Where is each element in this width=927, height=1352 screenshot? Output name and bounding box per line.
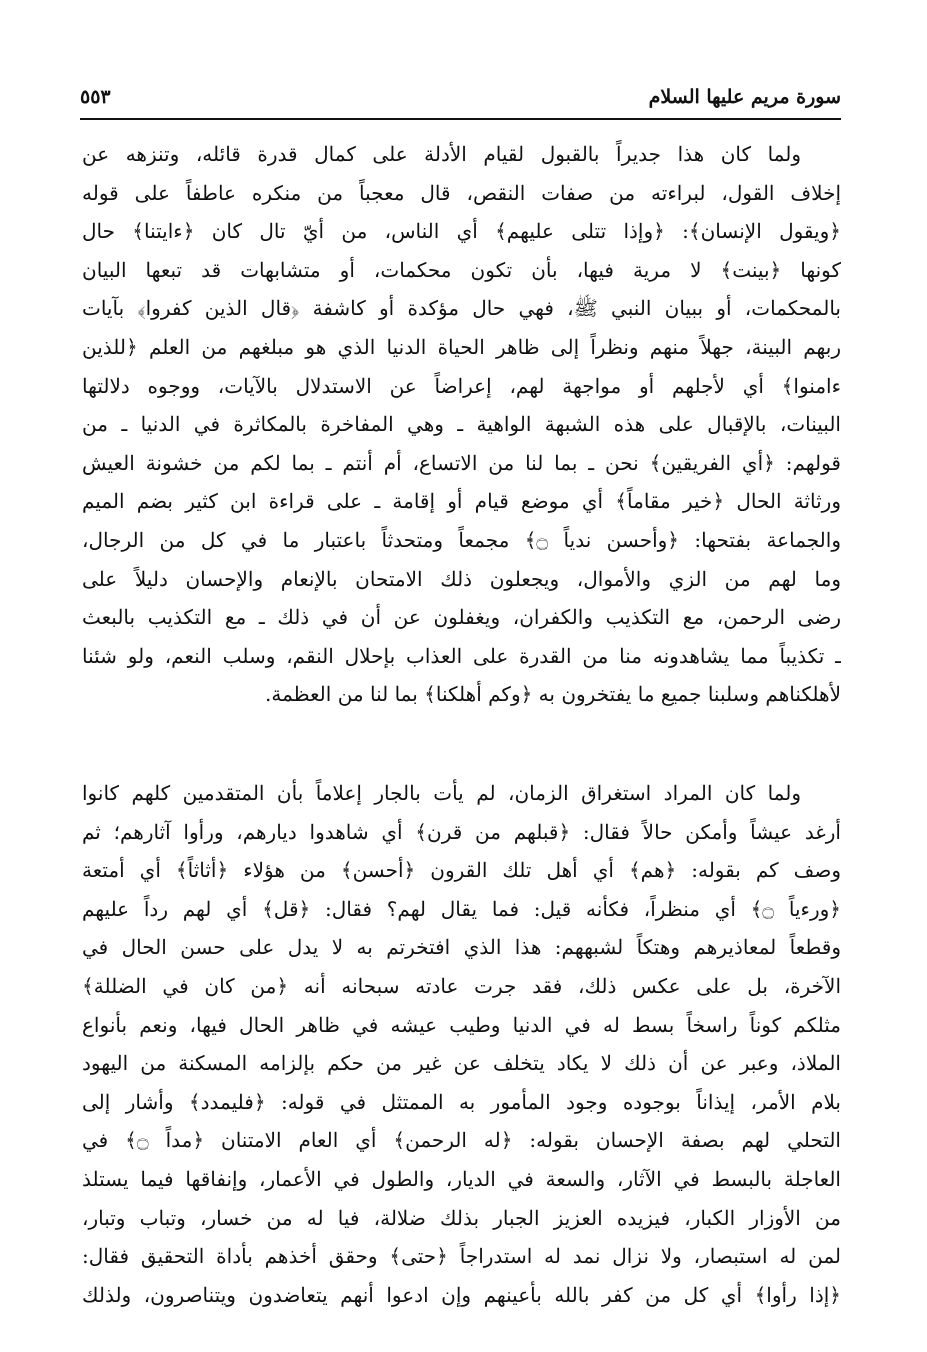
text-line: ولما كان المراد استغراق الزمان، لم يأت بالجار إعلاماً بأن المتقدمين كلهم كانوا <box>82 781 801 805</box>
running-title: سورة مريم عليها السلام <box>648 86 841 108</box>
text-line: ﴿ويقول الإنسان﴾: ﴿وإذا تتلى عليهم﴾ أي الناس، من أيّ تال كان ﴿ءايتنا﴾ حال <box>82 219 841 244</box>
text-line: لأهلكناهم وسلبنا جميع ما يفتخرون به ﴿وكم أهلكنا﴾ بما لنا من العظمة. <box>264 682 841 707</box>
text-line: الآخرة، بل على عكس ذلك، فقد جرت عادته سبحانه أنه ﴿من كان في الضللة﴾ <box>82 973 841 998</box>
text-line: قولهم: ﴿أي الفريقين﴾ نحن ـ بما لنا من الاتساع، أم أنتم ـ بما لكم من خشونة العيش <box>82 450 841 475</box>
text-line: ﴿ورءياً ۝﴾ أي منظراً، فكأنه قيل: فما يقال لهم؟ فقال: ﴿قل﴾ أي لهم رداً عليهم <box>82 896 841 921</box>
text-line: وما لهم من الزي والأموال، ويجعلون ذلك الامتحان بالإنعام والإحسان دليلاً على <box>82 566 841 591</box>
text-line: التحلي لهم بصفة الإحسان بقوله: ﴿له الرحمن﴾ أي العام الامتنان ﴿مداً ۝﴾ في <box>82 1128 841 1153</box>
text-line: ـ تكذيباً مما يشاهدونه منا من القدرة على العذاب بإحلال النقم، وسلب النعم، ولو شئنا <box>82 643 841 668</box>
text-line: ربهم البينة، جهلاً منهم ونظراً إلى ظاهر الحياة الدنيا الذي هو مبلغهم من العلم ﴿للذين <box>82 334 841 359</box>
text-line: الملاذ، وعبر عن أن ذلك لا يكاد يتخلف عن غير من حكم بإلزامه المسكنة من اليهود <box>82 1051 841 1076</box>
text-line: كونها ﴿بينت﴾ لا مرية فيها، بأن تكون محكمات، أو متشابهات قد تبعها البيان <box>82 257 841 282</box>
text-line: وصف كم بقوله: ﴿هم﴾ أي أهل تلك القرون ﴿أحسن﴾ من هؤلاء ﴿أثاثاً﴾ أي أمتعة <box>82 858 841 883</box>
page-number: ٥٥٣ <box>80 86 111 108</box>
text-line: البينات، بالإقبال على هذه الشبهة الواهية ـ وهي المفاخرة بالمكاثرة في الدنيا ـ من <box>82 412 841 437</box>
text-line: ورثاثة الحال ﴿خير مقاماً﴾ أي موضع قيام أو إقامة ـ على قراءة ابن كثير بضم الميم <box>82 489 841 514</box>
paragraph-2 <box>82 774 841 1314</box>
text-line: من الأوزار الكبار، فيزيده العزيز الجبار بذلك ضلالة، فيا له من خسار، وتباب وتبار، <box>82 1205 841 1230</box>
text-line: إخلاف القول، لبراءته من صفات النقص، قال معجباً من منكره عاطفاً على قوله <box>82 180 841 205</box>
text-line: لمن له استبصار، ولا نزال نمد له استدراجاً ﴿حتى﴾ وحقق أخذهم بأداة التحقيق فقال: <box>82 1244 841 1269</box>
text-line: أرغد عيشاً وأمكن حالاً فقال: ﴿قبلهم من قرن﴾ أي شاهدوا ديارهم، ورأوا آثارهم؛ ثم <box>82 819 841 844</box>
text-line: العاجلة بالبسط في الآثار، والسعة في الديار، والطول في الأعمار، وإنفاقها فيما يستلذ <box>82 1166 841 1191</box>
text-line: رضى الرحمن، مع التكذيب والكفران، ويغفلون عن أن في ذلك ـ مع التكذيب بالبعث <box>82 605 841 630</box>
text-line: وقطعاً لمعاذيرهم وهتكاً لشبههم: هذا الذي افتخرتم به لا يدل على حسن الحال في <box>82 935 841 960</box>
text-line: ﴿إذا رأوا﴾ أي كل من كفر بالله بأعينهم وإن ادعوا أنهم يتعاضدون ويتناصرون، ولذلك <box>82 1282 841 1307</box>
text-line: بلام الأمر، إيذاناً بوجوده وجود المأمور به الممتثل في قوله: ﴿فليمدد﴾ وأشار إلى <box>82 1089 841 1114</box>
text-line: مثلكم كوناً راسخاً بسط له في الدنيا وطيب عيشه في ظاهر الحال فيها، ونعم بأنواع <box>82 1012 841 1037</box>
text-line: ولما كان هذا جديراً بالقبول لقيام الأدلة على كمال قدرة قائله، وتنزهه عن <box>82 142 801 166</box>
text-line: والجماعة بفتحها: ﴿وأحسن ندياً ۝﴾ مجمعاً ومتحدثاً باعتبار ما في كل من الرجال، <box>82 527 841 552</box>
page-header <box>80 84 841 120</box>
text-line: ءامنوا﴾ أي لأجلهم أو مواجهة لهم، إعراضاً عن الاستدلال بالآيات، ووجوه دلالتها <box>82 373 841 398</box>
text-line: بالمحكمات، أو ببيان النبي ﷺ، فهي حال مؤكدة أو كاشفة ﴿قال الذين كفروا﴾ بآيات <box>82 296 841 321</box>
paragraph-1 <box>82 135 841 714</box>
